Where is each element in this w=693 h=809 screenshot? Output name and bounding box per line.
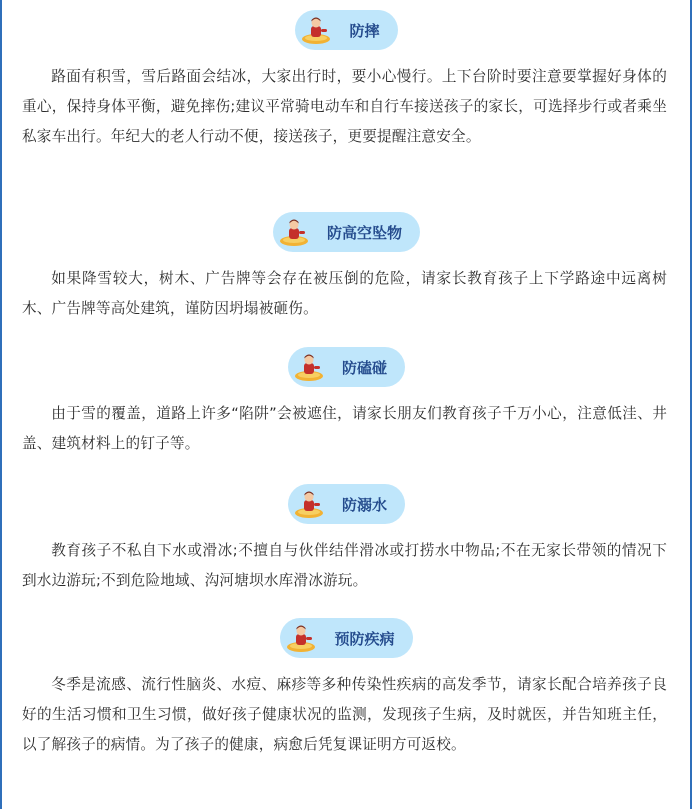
child-sled-icon xyxy=(294,352,324,382)
section-heading: 防溺水 xyxy=(341,495,387,514)
heading-pill xyxy=(280,618,412,658)
child-sled-icon xyxy=(279,217,309,247)
section-text: 如果降雪较大，树木、广告牌等会存在被压倒的危险，请家长教育孩子上下学路途中远离树木、广告牌等高处建筑，谨防因坍塌被砸伤。 xyxy=(22,270,667,317)
heading-pill xyxy=(295,10,397,50)
section-text: 教育孩子不私自下水或滑冰;不擅自与伙伴结伴滑冰或打捞水中物品;不在无家长带领的情况下到水边游玩;不到危险地域、沟河塘坝水库滑冰游玩。 xyxy=(22,542,667,589)
section-drowning xyxy=(0,484,693,596)
heading-pill xyxy=(288,347,405,387)
child-sled-icon xyxy=(301,15,331,45)
section-falling-objects xyxy=(0,212,693,324)
heading-pill xyxy=(273,212,420,252)
section-heading: 预防疾病 xyxy=(334,629,395,648)
section-text: 由于雪的覆盖，道路上许多“陷阱”会被遮住，请家长朋友们教育孩子千万小心，注意低洼、井盖、建筑材料上的钉子等。 xyxy=(22,405,667,452)
child-sled-icon xyxy=(294,489,324,519)
section-text: 冬季是流感、流行性脑炎、水痘、麻疹等多种传染性疾病的高发季节，请家长配合培养孩子良好的生活习惯和卫生习惯，做好孩子健康状况的监测，发现孩子生病，及时就医，并告知班主任，以了解孩子的病情。为了孩子的健康，病愈后凭复课证明方可返校。 xyxy=(22,676,667,753)
child-sled-icon xyxy=(286,623,316,653)
section-bump xyxy=(0,347,693,459)
heading-pill xyxy=(288,484,405,524)
section-heading: 防高空坠物 xyxy=(326,223,402,242)
section-text: 路面有积雪，雪后路面会结冰，大家出行时，要小心慢行。上下台阶时要注意要掌握好身体的重心，保持身体平衡，避免摔伤;建议平常骑电动车和自行车接送孩子的家长，可选择步行或者乘坐私家车出行。年纪大的老人行动不便，接送孩子，更要提醒注意安全。 xyxy=(22,68,667,145)
section-disease xyxy=(0,618,693,760)
section-heading: 防摔 xyxy=(349,21,380,40)
section-heading: 防磕碰 xyxy=(341,358,387,377)
section-fall xyxy=(0,10,693,152)
